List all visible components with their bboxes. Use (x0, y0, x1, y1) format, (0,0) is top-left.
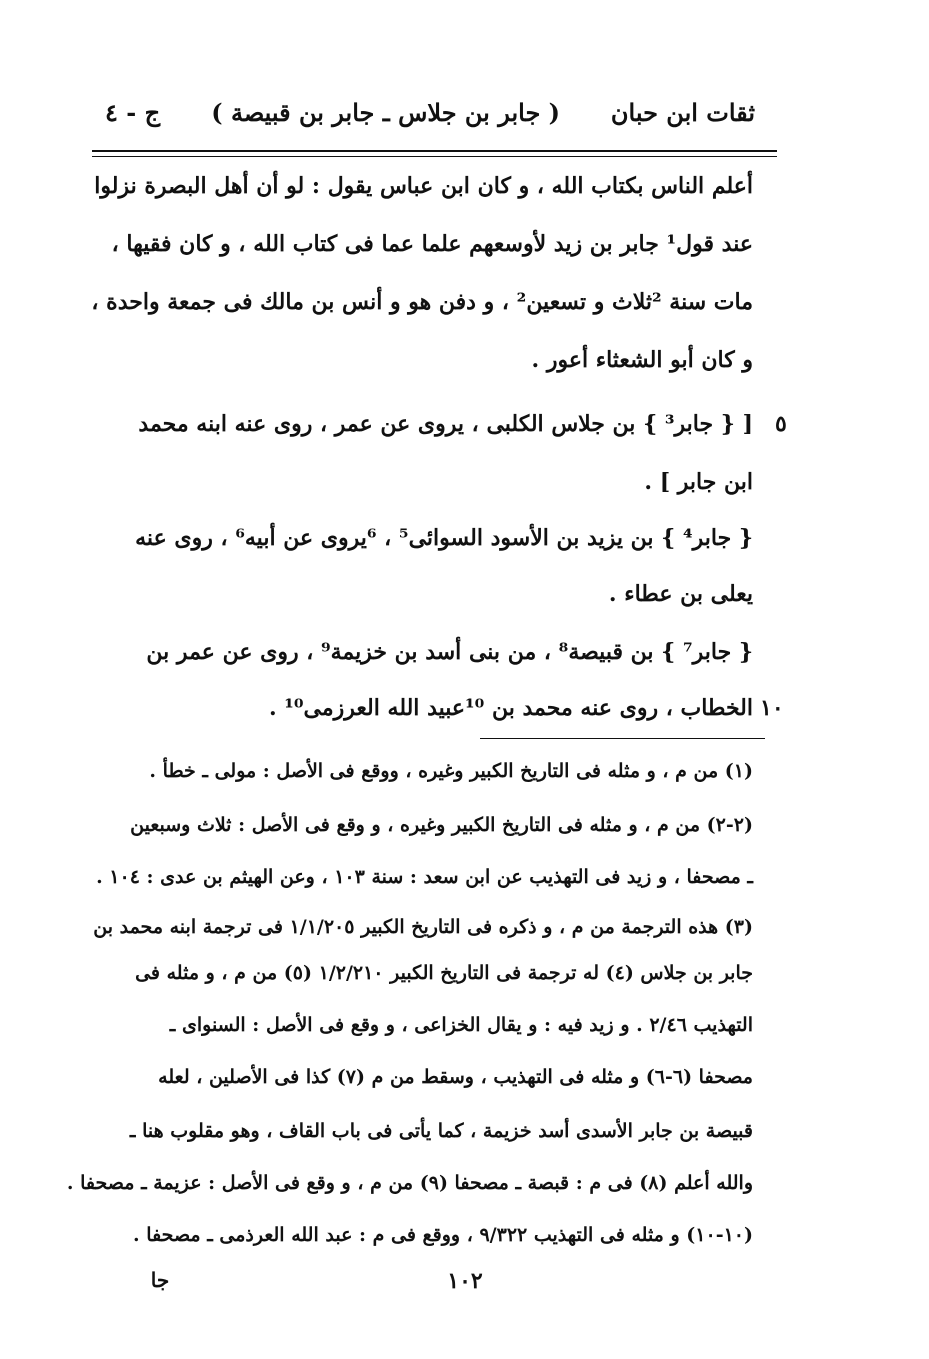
running-title: ثقات ابن حبان (610, 98, 755, 127)
body-line: ابن جابر ] . (644, 469, 753, 495)
body-line: و كان أبو الشعثاء أعور . (531, 347, 753, 373)
footnote-line: ـ مصحفا ، و زيد فى التهذيب عن ابن سعد : سنة ١٠٣ ، وعن الهيثم بن عدى : ١٠٤ . (96, 866, 753, 888)
footnote-line: قبيصة بن جابر الأسدى أسد خزيمة ، كما يأتى فى باب القاف ، وهو مقلوب هنا ـ (129, 1120, 753, 1142)
body-line: [ { جابر³ } بن جلاس الكلبى ، يروى عن عمر ، روى عنه ابنه محمد (138, 411, 753, 437)
page-header (105, 92, 755, 138)
volume-label: ج - ٤ (105, 98, 161, 127)
signature-mark: جا (150, 1268, 170, 1292)
line-number: ٥ (775, 411, 787, 437)
footnote-line: التهذيب ٢/٤٦ . و زيد فيه : و يقال الخزاعى ، و وقع فى الأصل : السنواى ـ (169, 1014, 753, 1036)
footnote-line: (١) من م ، و مثله فى التاريخ الكبير وغيره ، ووقع فى الأصل : مولى ـ خطأ . (149, 760, 753, 782)
footnote-line: جابر بن جلاس (٤) له ترجمة فى التاريخ الكبير ١/٢/٢١٠ (٥) من م ، و مثله فى (135, 962, 753, 984)
body-line: مات سنة ²ثلاث و تسعين² ، و دفن هو و أنس بن مالك فى جمعة واحدة ، (91, 289, 753, 315)
header-rule-thin (92, 156, 777, 157)
footnote-separator (480, 738, 765, 739)
footnote-line: (١٠-١٠) و مثله فى التهذيب ٩/٣٢٢ ، ووقع فى م : عبد الله العرذمى ـ مصحفا . (133, 1224, 753, 1246)
footnote-line: (٣) هذه الترجمة من م ، و ذكره فى التاريخ الكبير ١/١/٢٠٥ فى ترجمة ابنه محمد بن (93, 916, 753, 938)
header-rule-thick (92, 150, 777, 152)
footnote-line: مصحفا (٦-٦) و مثله فى التهذيب ، وسقط من م (٧) كذا فى الأصلين ، لعله (158, 1066, 753, 1088)
line-number: ١٠ (760, 695, 784, 721)
footnote-line: والله أعلم (٨) فى م : قبصة ـ مصحفا (٩) من م ، و وقع فى الأصل : عزيمة ـ مصحفا . (66, 1172, 753, 1194)
body-line: { جابر⁴ } بن يزيد بن الأسود السوائى⁵ ، ⁶يروى عن أبيه⁶ ، روى عنه (135, 525, 753, 551)
body-line: { جابر⁷ } بن قبيصة⁸ ، من بنى أسد بن خزيمة⁹ ، روى عن عمر بن (146, 639, 753, 665)
body-line: يعلى بن عطاء . (608, 581, 753, 607)
page-number: ١٠٢ (447, 1268, 483, 1294)
body-line: الخطاب ، روى عنه محمد بن ¹⁰عبيد الله العرزمى¹⁰ . (268, 695, 753, 721)
body-line: عند قول¹ جابر بن زيد لأوسعهم علما عما فى كتاب الله ، و كان فقيها ، (111, 231, 753, 257)
running-subtitle: ( جابر بن جلاس ـ جابر بن قبيصة ) (211, 98, 560, 127)
footnote-line: (٢-٢) من م ، و مثله فى التاريخ الكبير وغيره ، و وقع فى الأصل : ثلاث وسبعين (130, 814, 753, 836)
body-line: أعلم الناس بكتاب الله ، و كان ابن عباس يقول : لو أن أهل البصرة نزلوا (94, 173, 753, 199)
